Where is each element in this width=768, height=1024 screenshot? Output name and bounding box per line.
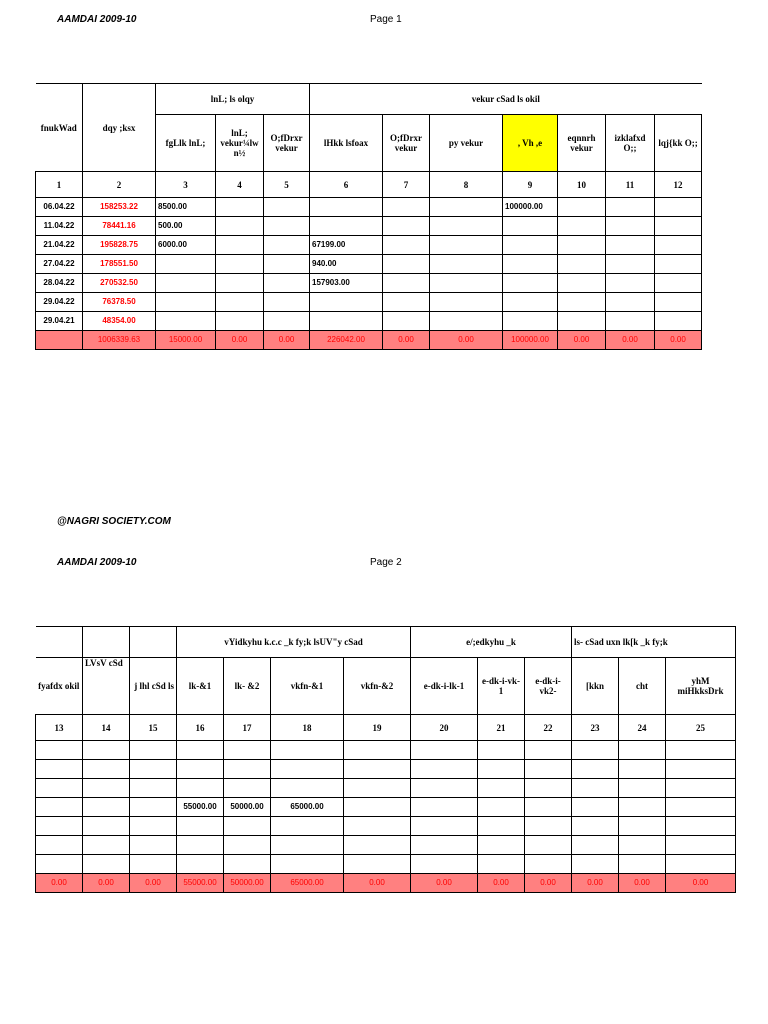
total-cell: 0.00: [411, 874, 478, 893]
col-header: j lhl cSd ls: [130, 658, 177, 715]
table-cell: [525, 760, 572, 779]
total-cell: 0.00: [558, 331, 606, 350]
col-header: fyafdx okil: [36, 658, 83, 715]
table-row: [36, 855, 736, 874]
table-cell: 940.00: [310, 255, 383, 274]
table-cell: [130, 836, 177, 855]
table-cell: [411, 836, 478, 855]
table-cell: [478, 855, 525, 874]
table-cell: [619, 798, 666, 817]
table-cell: [36, 836, 83, 855]
table-cell: [525, 836, 572, 855]
table-cell: [525, 855, 572, 874]
col-header: [kkn: [572, 658, 619, 715]
col-number: 17: [224, 715, 271, 741]
col-number: 12: [655, 172, 702, 198]
table-cell: [224, 760, 271, 779]
col-number: 18: [271, 715, 344, 741]
page1-title: AAMDAI 2009-10: [57, 14, 137, 25]
col-number: 2: [83, 172, 156, 198]
col-header: lHkk lsfoax: [310, 115, 383, 172]
table-cell: [619, 836, 666, 855]
table-cell: [177, 760, 224, 779]
table-cell: [36, 855, 83, 874]
col-number: 22: [525, 715, 572, 741]
total-cell: 0.00: [478, 874, 525, 893]
group-header: ls- cSad uxn lk[k _k fy;k: [572, 627, 736, 658]
col-number: 9: [503, 172, 558, 198]
table-cell: [478, 760, 525, 779]
table-cell: [130, 779, 177, 798]
table-cell: 78441.16: [83, 217, 156, 236]
table-cell: [36, 760, 83, 779]
table-cell: [344, 798, 411, 817]
table-cell: [666, 817, 736, 836]
col-number: 24: [619, 715, 666, 741]
table-cell: 178551.50: [83, 255, 156, 274]
table-cell: [36, 798, 83, 817]
total-cell: 0.00: [130, 874, 177, 893]
table-cell: 195828.75: [83, 236, 156, 255]
table-cell: [478, 779, 525, 798]
table-cell: [130, 760, 177, 779]
col-header: LVsV cSd: [83, 658, 130, 715]
col-number: 6: [310, 172, 383, 198]
col-number: 11: [606, 172, 655, 198]
table-cell: [83, 760, 130, 779]
total-cell: 15000.00: [156, 331, 216, 350]
table-cell: [83, 817, 130, 836]
col-number: 25: [666, 715, 736, 741]
total-cell: 55000.00: [177, 874, 224, 893]
page1-label: Page 1: [370, 14, 402, 25]
col-number: 19: [344, 715, 411, 741]
table-cell: 270532.50: [83, 274, 156, 293]
total-cell: 226042.00: [310, 331, 383, 350]
table-cell: [411, 779, 478, 798]
table-cell: [572, 798, 619, 817]
group-header: lnL; ls olqy: [156, 84, 310, 115]
table-cell: [525, 779, 572, 798]
table-row: [36, 760, 736, 779]
total-cell: 0.00: [666, 874, 736, 893]
col-header: lqj{kk O;;: [655, 115, 702, 172]
total-cell: 50000.00: [224, 874, 271, 893]
table-cell: [478, 741, 525, 760]
total-cell: 65000.00: [271, 874, 344, 893]
table-cell: 29.04.21: [36, 312, 83, 331]
table-cell: [411, 760, 478, 779]
table-cell: [36, 741, 83, 760]
table-cell: [478, 817, 525, 836]
table-cell: 50000.00: [224, 798, 271, 817]
table-cell: [130, 798, 177, 817]
col-header: vkfn-&1: [271, 658, 344, 715]
table-cell: [572, 836, 619, 855]
table-cell: [572, 760, 619, 779]
table-cell: [619, 817, 666, 836]
table-cell: 29.04.22: [36, 293, 83, 312]
table-cell: [411, 855, 478, 874]
table-cell: 11.04.22: [36, 217, 83, 236]
table-cell: 157903.00: [310, 274, 383, 293]
table-cell: [83, 836, 130, 855]
table-cell: [666, 760, 736, 779]
col-header: dqy ;ksx: [83, 84, 156, 172]
col-number: 13: [36, 715, 83, 741]
table-cell: [83, 779, 130, 798]
col-number: 16: [177, 715, 224, 741]
table-cell: [344, 760, 411, 779]
table-cell: [411, 817, 478, 836]
table-cell: [130, 741, 177, 760]
table-cell: [572, 779, 619, 798]
col-header: vkfn-&2: [344, 658, 411, 715]
page2-label: Page 2: [370, 557, 402, 568]
col-number: 7: [383, 172, 430, 198]
table-cell: [525, 741, 572, 760]
table-cell: 27.04.22: [36, 255, 83, 274]
table-cell: [619, 855, 666, 874]
table-cell: [666, 836, 736, 855]
table-cell: 67199.00: [310, 236, 383, 255]
table-cell: [411, 798, 478, 817]
col-number: 20: [411, 715, 478, 741]
table-cell: [224, 855, 271, 874]
table-cell: [666, 741, 736, 760]
table-cell: [83, 855, 130, 874]
table-cell: [478, 798, 525, 817]
group-header-empty: [36, 627, 83, 658]
col-number: 8: [430, 172, 503, 198]
table-cell: [177, 817, 224, 836]
table-cell: [224, 779, 271, 798]
table-cell: [224, 817, 271, 836]
table-cell: [666, 855, 736, 874]
total-cell: 0.00: [430, 331, 503, 350]
table-row: [36, 741, 736, 760]
table-cell: 65000.00: [271, 798, 344, 817]
col-header: e-dk-i-lk-1: [411, 658, 478, 715]
col-number: 14: [83, 715, 130, 741]
total-cell: 1006339.63: [83, 331, 156, 350]
table-cell: [271, 817, 344, 836]
table-cell: [177, 779, 224, 798]
table-cell: [344, 741, 411, 760]
total-cell: 100000.00: [503, 331, 558, 350]
table-cell: [177, 836, 224, 855]
total-cell: 0.00: [572, 874, 619, 893]
table-cell: [572, 855, 619, 874]
col-number: 3: [156, 172, 216, 198]
table-cell: [36, 779, 83, 798]
total-cell: 0.00: [525, 874, 572, 893]
total-cell: 0.00: [606, 331, 655, 350]
col-number: 1: [36, 172, 83, 198]
table-cell: [619, 760, 666, 779]
table-cell: [572, 817, 619, 836]
total-cell: 0.00: [383, 331, 430, 350]
table-cell: 6000.00: [156, 236, 216, 255]
totals-row: [36, 874, 736, 893]
table-cell: [36, 817, 83, 836]
table-cell: [344, 836, 411, 855]
table-cell: [478, 836, 525, 855]
table-cell: 158253.22: [83, 198, 156, 217]
col-header: eqnnrh vekur: [558, 115, 606, 172]
table-cell: 28.04.22: [36, 274, 83, 293]
total-cell: 0.00: [216, 331, 264, 350]
table-cell: [525, 798, 572, 817]
col-number-row: [36, 715, 736, 741]
group-header: vYidkyhu k.c.c _k fy;k lsUV"y cSad: [177, 627, 411, 658]
total-cell: 0.00: [619, 874, 666, 893]
total-cell: 0.00: [344, 874, 411, 893]
table-cell: [83, 741, 130, 760]
table-cell: 100000.00: [503, 198, 558, 217]
table-row: [36, 817, 736, 836]
table-cell: [572, 741, 619, 760]
col-header: fnukWad: [36, 84, 83, 172]
col-header: py vekur: [430, 115, 503, 172]
table-cell: 500.00: [156, 217, 216, 236]
col-header: lk-&1: [177, 658, 224, 715]
col-header: e-dk-i-vk2-: [525, 658, 572, 715]
table-cell: [130, 855, 177, 874]
col-header: lk- &2: [224, 658, 271, 715]
table-cell: 06.04.22: [36, 198, 83, 217]
page2-table: [35, 626, 736, 893]
table-cell: [525, 817, 572, 836]
table-cell: [271, 855, 344, 874]
table-cell: [271, 760, 344, 779]
col-header: e-dk-i-vk-1: [478, 658, 525, 715]
total-cell: 0.00: [83, 874, 130, 893]
total-cell: 0.00: [264, 331, 310, 350]
col-header: O;fDrxr vekur: [383, 115, 430, 172]
group-header: e/;edkyhu _k: [411, 627, 572, 658]
table-cell: [271, 741, 344, 760]
table-cell: [344, 855, 411, 874]
table-cell: 8500.00: [156, 198, 216, 217]
total-cell: 0.00: [36, 874, 83, 893]
col-number: 5: [264, 172, 310, 198]
col-number: 23: [572, 715, 619, 741]
table-cell: [344, 779, 411, 798]
table-cell: 55000.00: [177, 798, 224, 817]
table-cell: [177, 741, 224, 760]
table-cell: [271, 779, 344, 798]
col-header: lnL; vekur¼lw n½: [216, 115, 264, 172]
table-row: [36, 779, 736, 798]
table-row: [36, 798, 736, 817]
col-header: O;fDrxr vekur: [264, 115, 310, 172]
table-cell: 76378.50: [83, 293, 156, 312]
table-cell: 21.04.22: [36, 236, 83, 255]
group-header: vekur cSad ls okil: [310, 84, 702, 115]
col-number: 21: [478, 715, 525, 741]
table-cell: 48354.00: [83, 312, 156, 331]
page2-title: AAMDAI 2009-10: [57, 557, 137, 568]
table-cell: [619, 741, 666, 760]
table-cell: [130, 817, 177, 836]
table-cell: [666, 779, 736, 798]
col-number: 10: [558, 172, 606, 198]
table-cell: [344, 817, 411, 836]
col-header: , Vh ,e: [503, 115, 558, 172]
group-header-empty: [130, 627, 177, 658]
table-cell: [411, 741, 478, 760]
col-number: 15: [130, 715, 177, 741]
footer-note: @NAGRI SOCIETY.COM: [57, 516, 171, 527]
table-cell: [224, 836, 271, 855]
table-cell: [619, 779, 666, 798]
col-header: yhM miHkksDrk: [666, 658, 736, 715]
table-cell: [666, 798, 736, 817]
table-cell: [224, 741, 271, 760]
table-cell: [271, 836, 344, 855]
group-header-empty: [83, 627, 130, 658]
col-header: fgLlk lnL;: [156, 115, 216, 172]
col-number: 4: [216, 172, 264, 198]
table-row: [36, 836, 736, 855]
table-cell: [83, 798, 130, 817]
col-header: izklafxd O;;: [606, 115, 655, 172]
total-cell: 0.00: [655, 331, 702, 350]
table-cell: [177, 855, 224, 874]
col-header: cht: [619, 658, 666, 715]
